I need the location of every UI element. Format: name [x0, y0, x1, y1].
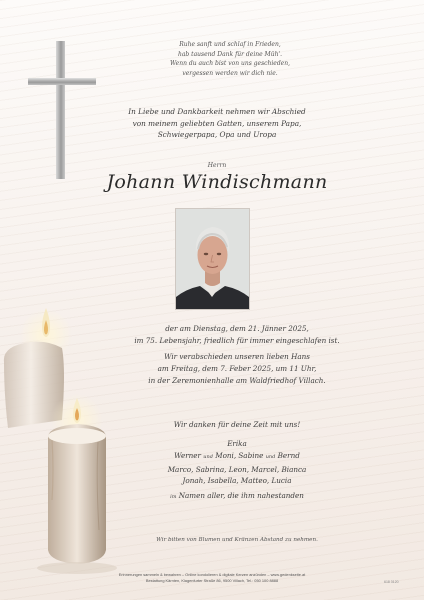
funeral-line: Wir verabschieden unseren lieben Hans: [164, 352, 310, 361]
thanks-line: Wir danken für deine Zeit mit uns!: [173, 420, 301, 429]
salutation: Herrn: [207, 162, 227, 169]
intro-text: [20, 106, 414, 141]
intro-line: In Liebe und Dankbarkeit nehmen wir Abschied: [128, 107, 306, 116]
conjunction: und: [265, 453, 276, 460]
footer-line: Bestattung Kärnten, Klagenfurter Straße 86, 9500 Villach, Tel.: 050 100 8888: [145, 577, 279, 583]
flower-request: Wir bitten von Blumen und Kränzen Abstand zu nehmen.: [156, 537, 318, 543]
cross-icon-horizontal: [28, 78, 96, 85]
portrait-illustration: [176, 209, 249, 309]
poem: [60, 40, 400, 78]
mourners-line: Erika: [227, 439, 247, 448]
poem-line: vergessen werden wir dich nie.: [182, 69, 278, 77]
mourners-line: Jonah, Isabella, Matteo, Lucia: [182, 476, 292, 486]
portrait-photo: [175, 208, 250, 310]
print-code: 618 3120: [384, 580, 399, 584]
mourner-name: Werner: [174, 450, 201, 460]
on-behalf-text: Namen aller, die ihm nahestanden: [178, 491, 304, 501]
death-line: im 75. Lebensjahr, friedlich für immer eingeschlafen ist.: [134, 336, 340, 345]
conjunction: im: [170, 494, 177, 501]
footer-line: Erinnerungen sammeln & bewahren – Online kondolieren & digitale Kerzen anzünden – www.gedenkseite.at: [118, 572, 306, 577]
poem-line: Ruhe sanft und schlaf in Frieden,: [179, 41, 281, 48]
intro-line: von meinem geliebten Gatten, unserem Papa,: [132, 118, 302, 128]
candles-illustration: [0, 300, 120, 600]
deceased-name: Johann Windischmann: [106, 171, 328, 193]
death-line: der am Dienstag, dem 21. Jänner 2025,: [165, 324, 309, 333]
intro-line: Schwiegerpapa, Opa und Uropa: [157, 130, 277, 139]
mourner-name: Moni, Sabine: [215, 450, 264, 460]
funeral-line: in der Zeremonienhalle am Waldfriedhof Villach.: [148, 376, 326, 385]
poem-line: hab tausend Dank für deine Müh'.: [177, 50, 282, 58]
mourner-name: Bernd: [277, 450, 300, 460]
mourners-line: Marco, Sabrina, Leon, Marcel, Bianca: [167, 464, 307, 474]
conjunction: und: [203, 453, 213, 460]
poem-line: Wenn du auch bist von uns geschieden,: [169, 60, 291, 68]
funeral-line: am Freitag, dem 7. Feber 2025, um 11 Uhr,: [157, 364, 317, 373]
